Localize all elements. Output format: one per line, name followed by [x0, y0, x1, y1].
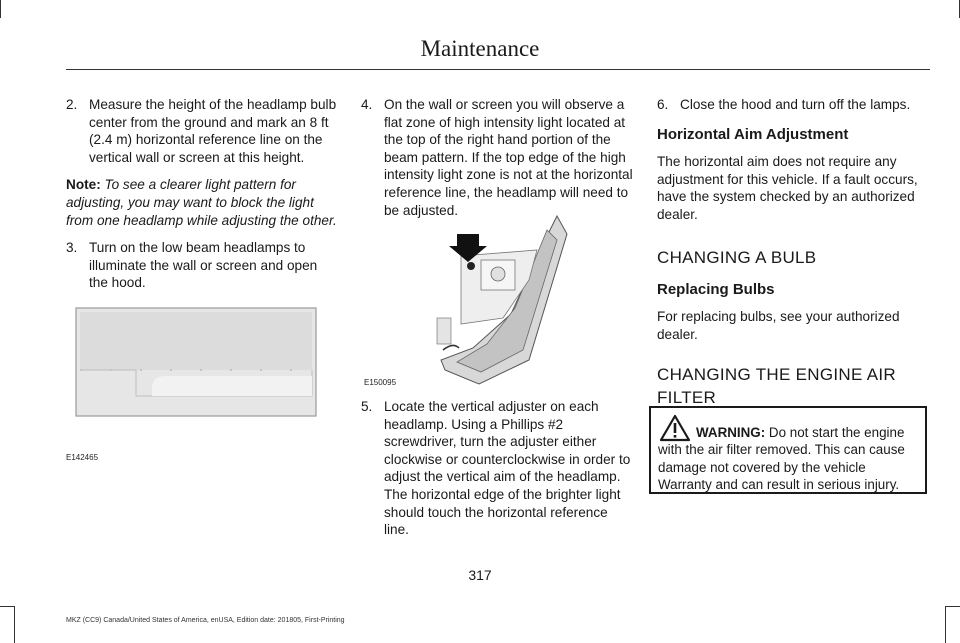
note-text: To see a clearer light pattern for adjusting, you may want to block the light from one headlamp while adjusting the other. — [66, 177, 337, 228]
step-6 — [657, 96, 929, 114]
step-number: 2. — [66, 97, 78, 112]
step-text: Locate the vertical adjuster on each headlamp. Using a Phillips #2 screwdriver, turn the adjuster either clockwise or counterclockwise in order to adjust the vertical aim of the headlamp. The horizontal edge of the brighter light should touch the horizontal reference line. — [384, 399, 631, 538]
step-text: Close the hood and turn off the lamps. — [680, 97, 911, 112]
step-number: 5. — [361, 399, 373, 414]
column-left — [66, 96, 338, 302]
warning-body: Do not start the engine with the air filter removed. This can cause damage not covered by the vehicle Warranty and can result in serious injury. — [658, 425, 905, 493]
section-text: The horizontal aim does not require any adjustment for this vehicle. If a fault occurs, have the system checked by an authorized dealer. — [657, 154, 918, 222]
step-4 — [361, 96, 633, 219]
step-3 — [66, 239, 338, 292]
chapter-heading: CHANGING THE ENGINE AIR — [657, 365, 896, 385]
chapter-heading: CHANGING A BULB — [657, 247, 817, 267]
crop-mark-bottom-right-v — [945, 606, 946, 643]
note-label: Note: — [66, 177, 101, 193]
figure-code: E142465 — [66, 453, 99, 462]
headlamp-figure — [361, 210, 633, 390]
step-text: On the wall or screen you will observe a flat zone of high intensity light located at the top of the right hand portion of the beam pattern. If the top edge of the high intensity light zone is not at the horizontal reference line, the headlamp will need to be adjusted. — [384, 97, 633, 218]
warning-label: WARNING: — [696, 425, 766, 440]
column-right — [657, 96, 929, 417]
figure-code: E150095 — [364, 378, 397, 387]
warning-box — [649, 406, 927, 494]
crop-mark-bottom-right-h — [946, 606, 960, 607]
step-2 — [66, 96, 338, 166]
section-heading: Horizontal Aim Adjustment — [657, 125, 849, 143]
page-number: 317 — [468, 567, 492, 583]
page-title: Maintenance — [420, 36, 540, 61]
step-5 — [361, 398, 633, 539]
step-text: Turn on the low beam headlamps to illuminate the wall or screen and open the hood. — [89, 240, 318, 291]
wall-screen-illustration — [66, 296, 338, 436]
step-number: 4. — [361, 97, 373, 112]
headlamp-illustration — [361, 210, 633, 390]
warning-triangle-icon — [659, 414, 691, 442]
header-rule — [66, 69, 930, 70]
crop-mark-bottom-left-h — [0, 606, 14, 607]
chapter-heading-cont: FILTER — [657, 388, 717, 408]
crop-mark-top-left — [0, 0, 1, 18]
step-text: Measure the height of the headlamp bulb center from the ground and mark an 8 ft (2.4 m) horizontal reference line on the vertical wall or screen at this height. — [89, 97, 337, 165]
crop-mark-bottom-left-v — [14, 606, 15, 643]
footer-text: MKZ (CC9) Canada/United States of America, enUSA, Edition date: 201805, First-Printing — [66, 617, 345, 624]
section-heading: Replacing Bulbs — [657, 280, 775, 298]
wall-screen-figure — [66, 296, 338, 466]
step-number: 6. — [657, 97, 669, 112]
column-middle-lower — [361, 398, 633, 549]
warning-text — [658, 424, 921, 494]
section-text: For replacing bulbs, see your authorized dealer. — [657, 309, 900, 342]
step-number: 3. — [66, 240, 78, 256]
note — [66, 176, 338, 229]
